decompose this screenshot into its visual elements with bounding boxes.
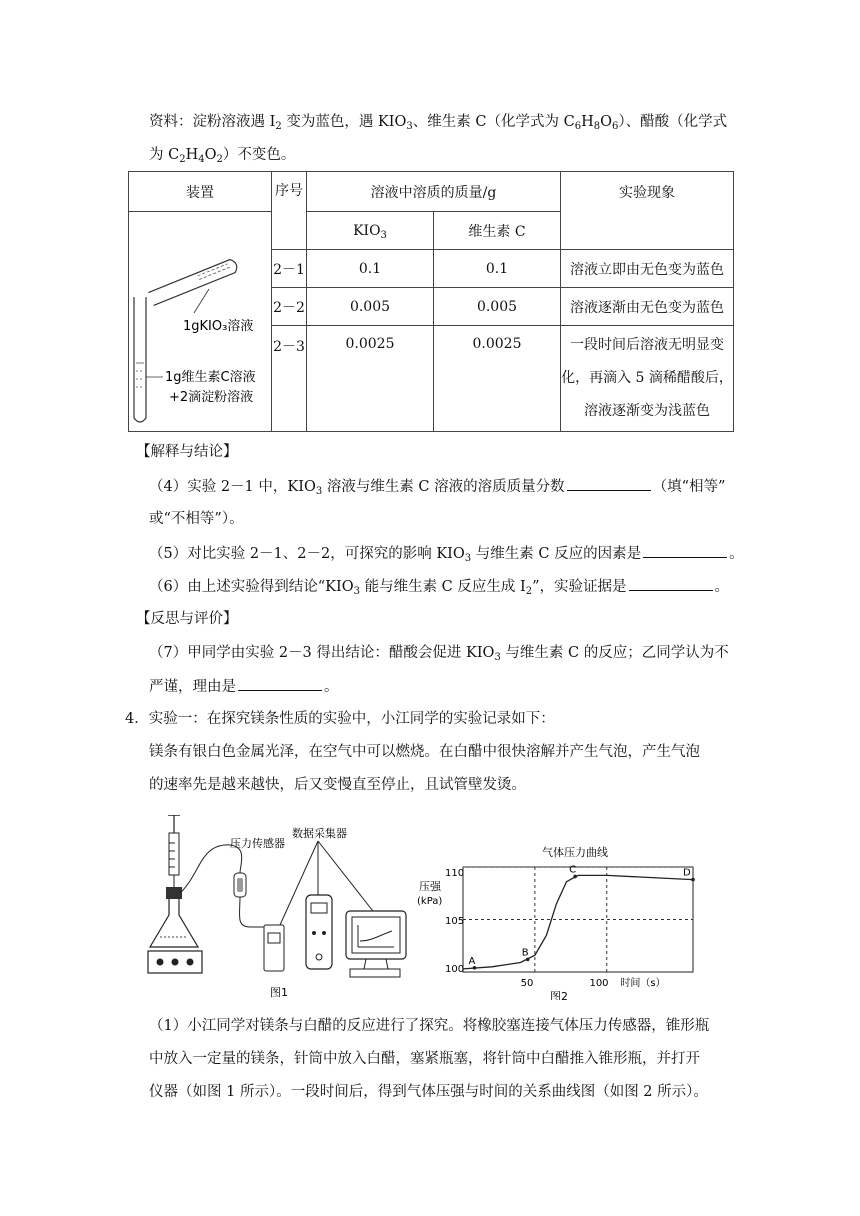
experiment-table <box>128 171 734 432</box>
y-tick-label: 110 <box>445 868 465 879</box>
header-device: 装置 <box>129 172 272 212</box>
table-row: 2－3 0.0025 0.0025 一段时间后溶液无明显变 化，再滴入 5 滴稀醋酸后， 溶液逐渐变为浅蓝色 <box>129 326 734 432</box>
figure-1-caption: 图1 <box>270 986 288 999</box>
x-axis-label: 时间（s） <box>620 978 666 989</box>
table-row: 2－1 0.1 0.1 溶液立即由无色变为蓝色 <box>129 250 734 288</box>
y-axis-unit: (kPa) <box>417 896 443 907</box>
vertical-test-tube-icon <box>134 297 146 422</box>
header-kio3: $KIO_3$ <box>307 212 434 250</box>
section-heading: 【反思与评价】 <box>136 611 238 627</box>
conical-flask-icon <box>148 887 202 973</box>
x-tick-label: 50 <box>520 978 534 989</box>
test-tube-figure <box>129 213 271 427</box>
point-label: C <box>569 864 577 876</box>
question-1-line: 仪器（如图 1 所示）。一段时间后，得到气体压强与时间的关系曲线图（如图 2 所示）。 <box>149 1084 708 1100</box>
data-point <box>691 878 695 882</box>
question-6: （6）由上述实验得到结论“$KIO_3$ 能与维生素 C 反应生成 $I_2$”，实验证据是 。 <box>149 576 729 597</box>
data-collector-icon <box>306 895 332 969</box>
intro-line-2: 为 $C_2H_4O_2$）不变色。 <box>149 147 296 165</box>
problem-4-title: 4．实验一：在探究镁条性质的实验中，小江同学的实验记录如下： <box>125 711 555 727</box>
pressure-sensor-label: 压力传感器 <box>230 837 285 850</box>
transmitter-device-icon <box>264 925 284 971</box>
figure-2-pressure-chart <box>415 838 705 1000</box>
chart-title: 气体压力曲线 <box>542 846 608 859</box>
question-7-cont: 严谨，理由是 。 <box>149 676 339 697</box>
answer-blank[interactable] <box>567 476 651 491</box>
answer-blank[interactable] <box>643 543 727 558</box>
syringe-icon <box>168 815 180 887</box>
header-mass: 溶液中溶质的质量/g <box>307 172 561 212</box>
vitamin-c-solution-label: 1g维生素C溶液 <box>165 369 256 385</box>
problem-4-line: 的速率先是越来越快，后又变慢直至停止，且试管壁发烫。 <box>149 777 526 793</box>
point-label: B <box>521 947 529 959</box>
question-4: （4）实验 2－1 中，$KIO_3$ 溶液与维生素 C 溶液的溶质质量分数 （填“相等” <box>149 476 725 497</box>
figure-2-caption: 图2 <box>550 990 568 1000</box>
point-label: D <box>683 867 691 879</box>
question-5: （5）对比实验 2－1、2－2，可探究的影响 $KIO_3$ 与维生素 C 反应的因素是 。 <box>149 543 744 564</box>
pressure-curve <box>463 875 693 969</box>
answer-blank[interactable] <box>629 576 713 591</box>
tilted-test-tube-icon <box>148 258 239 305</box>
data-collector-label: 数据采集器 <box>292 827 347 840</box>
y-axis-label: 压强 <box>419 880 441 893</box>
device-figure-cell <box>129 212 272 432</box>
point-label: A <box>468 955 476 967</box>
y-tick-label: 100 <box>445 964 465 975</box>
figure-1-apparatus <box>140 815 430 1000</box>
question-4-cont: 或“不相等”）。 <box>149 511 244 527</box>
section-heading: 【解释与结论】 <box>136 444 238 460</box>
kio3-solution-label: 1gKIO₃溶液 <box>183 318 254 334</box>
starch-solution-label: +2滴淀粉溶液 <box>169 389 254 405</box>
header-phenomenon: 实验现象 <box>561 172 734 250</box>
intro-line-1: 资料：淀粉溶液遇 $I_2$ 变为蓝色，遇 $KIO_3$、维生素 C（化学式为 $C_6H_8O_6$）、醋酸（化学式 <box>149 114 728 132</box>
question-7: （7）甲同学由实验 2－3 得出结论：醋酸会促进 $KIO_3$ 与维生素 C 的反应；乙同学认为不 <box>149 645 729 663</box>
question-1-line: （1）小江同学对镁条与白醋的反应进行了探究。将橡胶塞连接气体压力传感器，锥形瓶 <box>149 1018 710 1034</box>
header-seq: 序号 <box>272 172 307 250</box>
x-tick-label: 100 <box>589 978 609 989</box>
pressure-sensor-icon <box>234 873 246 897</box>
computer-monitor-icon <box>346 911 406 977</box>
problem-4-line: 镁条有银白色金属光泽，在空气中可以燃烧。在白醋中很快溶解并产生气泡，产生气泡 <box>149 744 700 760</box>
question-1-line: 中放入一定量的镁条，针筒中放入白醋，塞紧瓶塞，将针筒中白醋推入锥形瓶，并打开 <box>149 1051 700 1067</box>
answer-blank[interactable] <box>238 676 322 691</box>
table-row: 2－2 0.005 0.005 溶液逐渐由无色变为蓝色 <box>129 288 734 326</box>
header-vitamin-c: 维生素 C <box>434 212 561 250</box>
y-tick-label: 105 <box>445 916 465 927</box>
